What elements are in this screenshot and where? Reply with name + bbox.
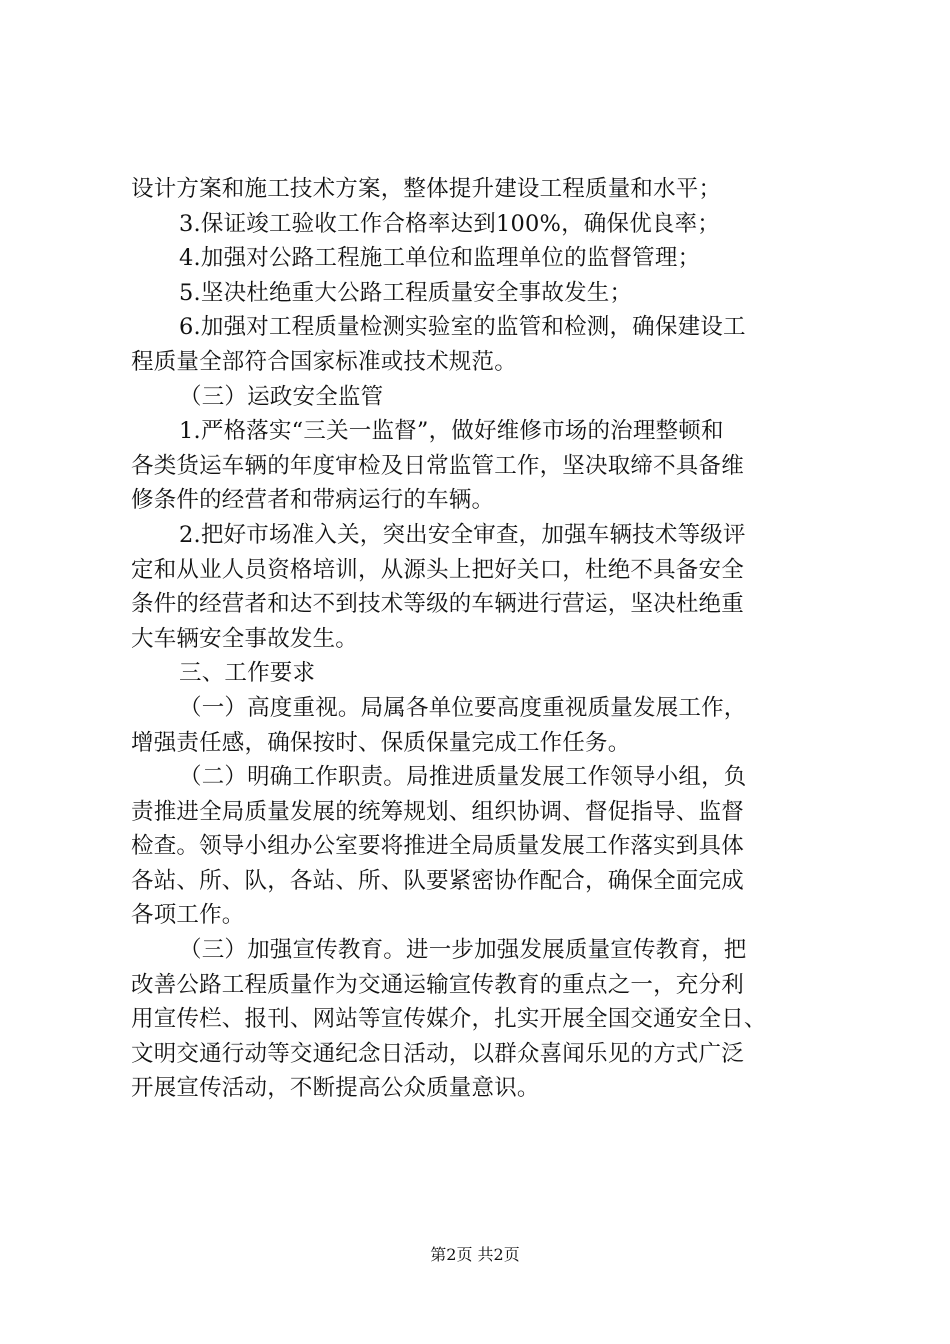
text-line: 5.坚决杜绝重大公路工程质量安全事故发生；	[179, 279, 633, 306]
text-line: 6.加强对工程质量检测实验室的监管和检测，确保建设工	[179, 314, 746, 341]
document-body	[131, 172, 831, 1106]
text-line: 各类货运车辆的年度审检及日常监管工作，坚决取缔不具备维	[131, 452, 744, 479]
text-line: 增强责任感，确保按时、保质保量完成工作任务。	[131, 729, 631, 756]
text-line: 2.把好市场准入关，突出安全审查，加强车辆技术等级评	[179, 521, 746, 548]
text-line: 责推进全局质量发展的统筹规划、组织协调、督促指导、监督	[131, 798, 744, 825]
text-line: （二）明确工作职责。局推进质量发展工作领导小组，负	[179, 764, 747, 791]
text-line: 用宣传栏、报刊、网站等宣传媒介，扎实开展全国交通安全日、	[131, 1006, 767, 1033]
text-line: 程质量全部符合国家标准或技术规范。	[131, 348, 517, 375]
text-line: （三）运政安全监管	[179, 383, 384, 410]
text-line: 大车辆安全事故发生。	[131, 625, 359, 652]
text-line: 修条件的经营者和带病运行的车辆。	[131, 487, 495, 514]
text-line: 开展宣传活动，不断提高公众质量意识。	[131, 1075, 540, 1102]
text-line: 各站、所、队，各站、所、队要紧密协作配合，确保全面完成	[131, 867, 744, 894]
text-line: 三、工作要求	[179, 660, 316, 687]
text-line: 检查。领导小组办公室要将推进全局质量发展工作落实到具体	[131, 833, 744, 860]
text-line: 各项工作。	[131, 902, 245, 929]
text-line: 4.加强对公路工程施工单位和监理单位的监督管理；	[179, 245, 701, 272]
text-line: 文明交通行动等交通纪念日活动，以群众喜闻乐见的方式广泛	[131, 1040, 744, 1067]
text-line: 1.严格落实“三关一监督”，做好维修市场的治理整顿和	[179, 418, 724, 445]
text-line: 3.保证竣工验收工作合格率达到100%，确保优良率；	[179, 210, 720, 237]
text-line: 条件的经营者和达不到技术等级的车辆进行营运，坚决杜绝重	[131, 591, 744, 618]
page-footer: 第2页 共2页	[430, 1245, 520, 1264]
text-line: 设计方案和施工技术方案，整体提升建设工程质量和水平；	[131, 176, 722, 202]
text-line: 定和从业人员资格培训，从源头上把好关口，杜绝不具备安全	[131, 556, 744, 583]
text-line: 改善公路工程质量作为交通运输宣传教育的重点之一，充分利	[131, 971, 744, 998]
text-line: （一）高度重视。局属各单位要高度重视质量发展工作，	[179, 694, 747, 721]
text-line: （三）加强宣传教育。进一步加强发展质量宣传教育，把	[179, 937, 747, 964]
